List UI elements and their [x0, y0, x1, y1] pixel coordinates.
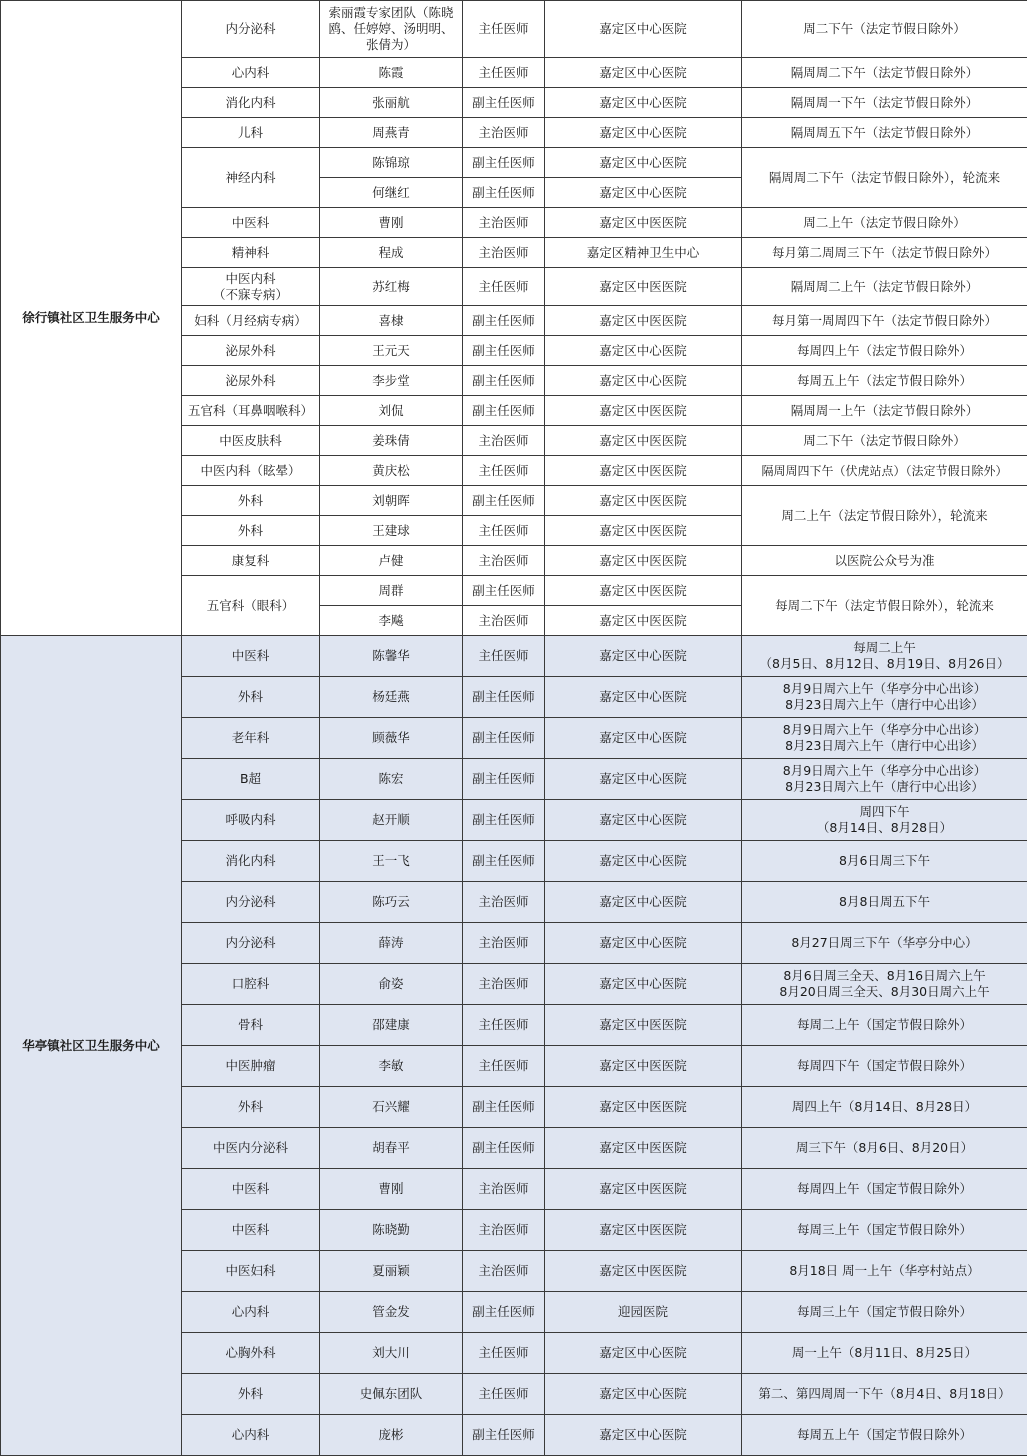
doctor-cell: 石兴耀 [320, 1087, 463, 1128]
title-cell: 副主任医师 [463, 366, 545, 396]
dept-cell: 老年科 [182, 718, 320, 759]
doctor-cell: 管金发 [320, 1292, 463, 1333]
time-cell: 周一上午（8月11日、8月25日） [742, 1333, 1027, 1374]
title-cell: 主治医师 [463, 923, 545, 964]
dept-cell: 内分泌科 [182, 882, 320, 923]
doctor-cell: 索丽霞专家团队（陈晓鸥、任婷婷、汤明明、张倩为） [320, 1, 463, 58]
time-cell: 第二、第四周周一下午（8月4日、8月18日） [742, 1374, 1027, 1415]
time-cell: 每周五上午（法定节假日除外） [742, 366, 1027, 396]
title-cell: 主治医师 [463, 208, 545, 238]
time-cell: 每周二上午（国定节假日除外） [742, 1005, 1027, 1046]
title-cell: 副主任医师 [463, 718, 545, 759]
title-cell: 副主任医师 [463, 800, 545, 841]
dept-cell: 口腔科 [182, 964, 320, 1005]
dept-cell: 五官科（耳鼻咽喉科） [182, 396, 320, 426]
hospital-cell: 嘉定区中心医院 [545, 800, 742, 841]
title-cell: 主任医师 [463, 636, 545, 677]
title-cell: 主任医师 [463, 1, 545, 58]
doctor-cell: 刘大川 [320, 1333, 463, 1374]
title-cell: 主治医师 [463, 1251, 545, 1292]
dept-cell: 中医科 [182, 1210, 320, 1251]
hospital-cell: 嘉定区中医医院 [545, 1087, 742, 1128]
doctor-cell: 刘朝晖 [320, 486, 463, 516]
doctor-cell: 陈馨华 [320, 636, 463, 677]
title-cell: 主任医师 [463, 58, 545, 88]
doctor-cell: 周燕青 [320, 118, 463, 148]
doctor-cell: 苏红梅 [320, 268, 463, 306]
hospital-cell: 嘉定区中医医院 [545, 268, 742, 306]
time-cell: 周三下午（8月6日、8月20日） [742, 1128, 1027, 1169]
hospital-cell: 嘉定区中心医院 [545, 336, 742, 366]
dept-cell: 神经内科 [182, 148, 320, 208]
dept-cell: 泌尿外科 [182, 336, 320, 366]
hospital-cell: 嘉定区中心医院 [545, 718, 742, 759]
title-cell: 主任医师 [463, 1005, 545, 1046]
dept-cell: 康复科 [182, 546, 320, 576]
dept-cell: 外科 [182, 516, 320, 546]
time-cell: 周四下午 （8月14日、8月28日） [742, 800, 1027, 841]
doctor-cell: 张丽航 [320, 88, 463, 118]
title-cell: 主治医师 [463, 882, 545, 923]
doctor-cell: 曹刚 [320, 208, 463, 238]
doctor-cell: 曹刚 [320, 1169, 463, 1210]
doctor-cell: 顾薇华 [320, 718, 463, 759]
hospital-cell: 嘉定区中医医院 [545, 486, 742, 516]
dept-cell: 中医科 [182, 208, 320, 238]
dept-cell: 消化内科 [182, 841, 320, 882]
time-cell: 周二下午（法定节假日除外） [742, 1, 1027, 58]
dept-cell: 五官科（眼科） [182, 576, 320, 636]
title-cell: 副主任医师 [463, 576, 545, 606]
time-cell: 每周二下午（法定节假日除外），轮流来 [742, 576, 1027, 636]
time-cell: 8月27日周三下午（华亭分中心） [742, 923, 1027, 964]
dept-cell: 中医内分泌科 [182, 1128, 320, 1169]
hospital-cell: 嘉定区中医医院 [545, 1169, 742, 1210]
title-cell: 副主任医师 [463, 677, 545, 718]
time-cell: 隔周周二下午（法定节假日除外），轮流来 [742, 148, 1027, 208]
title-cell: 主治医师 [463, 546, 545, 576]
hospital-cell: 迎园医院 [545, 1292, 742, 1333]
title-cell: 副主任医师 [463, 396, 545, 426]
doctor-cell: 卢健 [320, 546, 463, 576]
hospital-cell: 嘉定区中心医院 [545, 882, 742, 923]
table-row [1, 1, 1027, 58]
doctor-cell: 姜珠倩 [320, 426, 463, 456]
hospital-cell: 嘉定区中心医院 [545, 1415, 742, 1456]
time-cell: 隔周周四下午（伏虎站点）（法定节假日除外） [742, 456, 1027, 486]
title-cell: 主治医师 [463, 964, 545, 1005]
dept-cell: 泌尿外科 [182, 366, 320, 396]
time-cell: 每周四上午（法定节假日除外） [742, 336, 1027, 366]
dept-cell: 骨科 [182, 1005, 320, 1046]
hospital-cell: 嘉定区中心医院 [545, 118, 742, 148]
doctor-cell: 邵建康 [320, 1005, 463, 1046]
title-cell: 副主任医师 [463, 1087, 545, 1128]
hospital-cell: 嘉定区中心医院 [545, 88, 742, 118]
hospital-cell: 嘉定区中医医院 [545, 1128, 742, 1169]
time-cell: 8月9日周六上午（华亭分中心出诊） 8月23日周六上午（唐行中心出诊） [742, 677, 1027, 718]
doctor-cell: 胡春平 [320, 1128, 463, 1169]
doctor-cell: 李飚 [320, 606, 463, 636]
time-cell: 8月18日 周一上午（华亭村站点） [742, 1251, 1027, 1292]
hospital-cell: 嘉定区中心医院 [545, 964, 742, 1005]
title-cell: 副主任医师 [463, 148, 545, 178]
doctor-cell: 陈宏 [320, 759, 463, 800]
title-cell: 主治医师 [463, 1210, 545, 1251]
doctor-cell: 赵开顺 [320, 800, 463, 841]
doctor-cell: 陈巧云 [320, 882, 463, 923]
doctor-cell: 周群 [320, 576, 463, 606]
hospital-cell: 嘉定区中医医院 [545, 1005, 742, 1046]
title-cell: 副主任医师 [463, 486, 545, 516]
time-cell: 隔周周一下午（法定节假日除外） [742, 88, 1027, 118]
hospital-cell: 嘉定区中医医院 [545, 208, 742, 238]
dept-cell: 妇科（月经病专病） [182, 306, 320, 336]
hospital-cell: 嘉定区中心医院 [545, 923, 742, 964]
dept-cell: 中医肿瘤 [182, 1046, 320, 1087]
doctor-cell: 王元天 [320, 336, 463, 366]
dept-cell: 内分泌科 [182, 923, 320, 964]
hospital-cell: 嘉定区中医医院 [545, 1210, 742, 1251]
dept-cell: 心内科 [182, 1415, 320, 1456]
dept-cell: 外科 [182, 1374, 320, 1415]
hospital-cell: 嘉定区中医医院 [545, 456, 742, 486]
time-cell: 8月9日周六上午（华亭分中心出诊） 8月23日周六上午（唐行中心出诊） [742, 718, 1027, 759]
hospital-cell: 嘉定区中医医院 [545, 1046, 742, 1087]
title-cell: 主任医师 [463, 456, 545, 486]
time-cell: 隔周周二下午（法定节假日除外） [742, 58, 1027, 88]
title-cell: 副主任医师 [463, 88, 545, 118]
title-cell: 主任医师 [463, 1333, 545, 1374]
time-cell: 每月第二周周三下午（法定节假日除外） [742, 238, 1027, 268]
title-cell: 主治医师 [463, 238, 545, 268]
time-cell: 周二上午（法定节假日除外） [742, 208, 1027, 238]
time-cell: 周四上午（8月14日、8月28日） [742, 1087, 1027, 1128]
hospital-cell: 嘉定区中医医院 [545, 546, 742, 576]
time-cell: 每周五上午（国定节假日除外） [742, 1415, 1027, 1456]
doctor-cell: 程成 [320, 238, 463, 268]
dept-cell: B超 [182, 759, 320, 800]
doctor-cell: 刘侃 [320, 396, 463, 426]
hospital-cell: 嘉定区中心医院 [545, 759, 742, 800]
hospital-cell: 嘉定区中医医院 [545, 306, 742, 336]
title-cell: 主任医师 [463, 268, 545, 306]
doctor-cell: 李敏 [320, 1046, 463, 1087]
dept-cell: 消化内科 [182, 88, 320, 118]
doctor-cell: 庞彬 [320, 1415, 463, 1456]
time-cell: 8月6日周三下午 [742, 841, 1027, 882]
hospital-cell: 嘉定区中心医院 [545, 1333, 742, 1374]
doctor-cell: 王建球 [320, 516, 463, 546]
title-cell: 主治医师 [463, 426, 545, 456]
hospital-cell: 嘉定区精神卫生中心 [545, 238, 742, 268]
time-cell: 隔周周一上午（法定节假日除外） [742, 396, 1027, 426]
time-cell: 以医院公众号为准 [742, 546, 1027, 576]
time-cell: 每月第一周周四下午（法定节假日除外） [742, 306, 1027, 336]
dept-cell: 心胸外科 [182, 1333, 320, 1374]
hospital-cell: 嘉定区中医医院 [545, 396, 742, 426]
title-cell: 副主任医师 [463, 336, 545, 366]
hospital-cell: 嘉定区中心医院 [545, 841, 742, 882]
doctor-cell: 史佩东团队 [320, 1374, 463, 1415]
doctor-cell: 黄庆松 [320, 456, 463, 486]
dept-cell: 儿科 [182, 118, 320, 148]
hospital-cell: 嘉定区中心医院 [545, 677, 742, 718]
doctor-cell: 陈霞 [320, 58, 463, 88]
dept-cell: 心内科 [182, 1292, 320, 1333]
hospital-cell: 嘉定区中医医院 [545, 576, 742, 606]
title-cell: 主治医师 [463, 118, 545, 148]
hospital-cell: 嘉定区中心医院 [545, 148, 742, 178]
hospital-cell: 嘉定区中医医院 [545, 1251, 742, 1292]
center-name-xuxing: 徐行镇社区卫生服务中心 [1, 1, 182, 636]
dept-cell: 心内科 [182, 58, 320, 88]
doctor-cell: 薛涛 [320, 923, 463, 964]
dept-cell: 内分泌科 [182, 1, 320, 58]
dept-cell: 精神科 [182, 238, 320, 268]
title-cell: 主治医师 [463, 606, 545, 636]
hospital-cell: 嘉定区中心医院 [545, 178, 742, 208]
dept-cell: 中医内科（眩晕） [182, 456, 320, 486]
time-cell: 8月9日周六上午（华亭分中心出诊） 8月23日周六上午（唐行中心出诊） [742, 759, 1027, 800]
title-cell: 主治医师 [463, 1169, 545, 1210]
hospital-cell: 嘉定区中心医院 [545, 58, 742, 88]
doctor-cell: 李步堂 [320, 366, 463, 396]
dept-cell: 中医妇科 [182, 1251, 320, 1292]
dept-cell: 中医内科 （不寐专病） [182, 268, 320, 306]
doctor-cell: 陈晓勤 [320, 1210, 463, 1251]
dept-cell: 中医科 [182, 636, 320, 677]
dept-cell: 外科 [182, 1087, 320, 1128]
hospital-cell: 嘉定区中心医院 [545, 636, 742, 677]
table-row [1, 636, 1027, 677]
dept-cell: 中医科 [182, 1169, 320, 1210]
time-cell: 每周三上午（国定节假日除外） [742, 1210, 1027, 1251]
time-cell: 隔周周五下午（法定节假日除外） [742, 118, 1027, 148]
title-cell: 副主任医师 [463, 306, 545, 336]
title-cell: 副主任医师 [463, 759, 545, 800]
title-cell: 副主任医师 [463, 1415, 545, 1456]
time-cell: 每周四下午（国定节假日除外） [742, 1046, 1027, 1087]
time-cell: 周二下午（法定节假日除外） [742, 426, 1027, 456]
title-cell: 副主任医师 [463, 1128, 545, 1169]
center-name-huating: 华亭镇社区卫生服务中心 [1, 636, 182, 1456]
title-cell: 副主任医师 [463, 1292, 545, 1333]
title-cell: 主任医师 [463, 1374, 545, 1415]
doctor-cell: 夏丽颖 [320, 1251, 463, 1292]
doctor-cell: 俞姿 [320, 964, 463, 1005]
time-cell: 每周四上午（国定节假日除外） [742, 1169, 1027, 1210]
hospital-cell: 嘉定区中心医院 [545, 1, 742, 58]
hospital-cell: 嘉定区中医医院 [545, 606, 742, 636]
time-cell: 每周三上午（国定节假日除外） [742, 1292, 1027, 1333]
title-cell: 副主任医师 [463, 178, 545, 208]
doctor-cell: 喜棣 [320, 306, 463, 336]
dept-cell: 外科 [182, 486, 320, 516]
dept-cell: 中医皮肤科 [182, 426, 320, 456]
title-cell: 主任医师 [463, 1046, 545, 1087]
doctor-cell: 杨廷燕 [320, 677, 463, 718]
doctor-cell: 陈锦琼 [320, 148, 463, 178]
hospital-cell: 嘉定区中心医院 [545, 1374, 742, 1415]
time-cell: 周二上午（法定节假日除外），轮流来 [742, 486, 1027, 546]
doctor-cell: 王一飞 [320, 841, 463, 882]
time-cell: 每周二上午 （8月5日、8月12日、8月19日、8月26日） [742, 636, 1027, 677]
title-cell: 主任医师 [463, 516, 545, 546]
title-cell: 副主任医师 [463, 841, 545, 882]
time-cell: 隔周周二上午（法定节假日除外） [742, 268, 1027, 306]
time-cell: 8月8日周五下午 [742, 882, 1027, 923]
time-cell: 8月6日周三全天、8月16日周六上午 8月20日周三全天、8月30日周六上午 [742, 964, 1027, 1005]
hospital-cell: 嘉定区中医医院 [545, 426, 742, 456]
dept-cell: 呼吸内科 [182, 800, 320, 841]
hospital-cell: 嘉定区中心医院 [545, 366, 742, 396]
dept-cell: 外科 [182, 677, 320, 718]
doctor-cell: 何继红 [320, 178, 463, 208]
hospital-cell: 嘉定区中医医院 [545, 516, 742, 546]
